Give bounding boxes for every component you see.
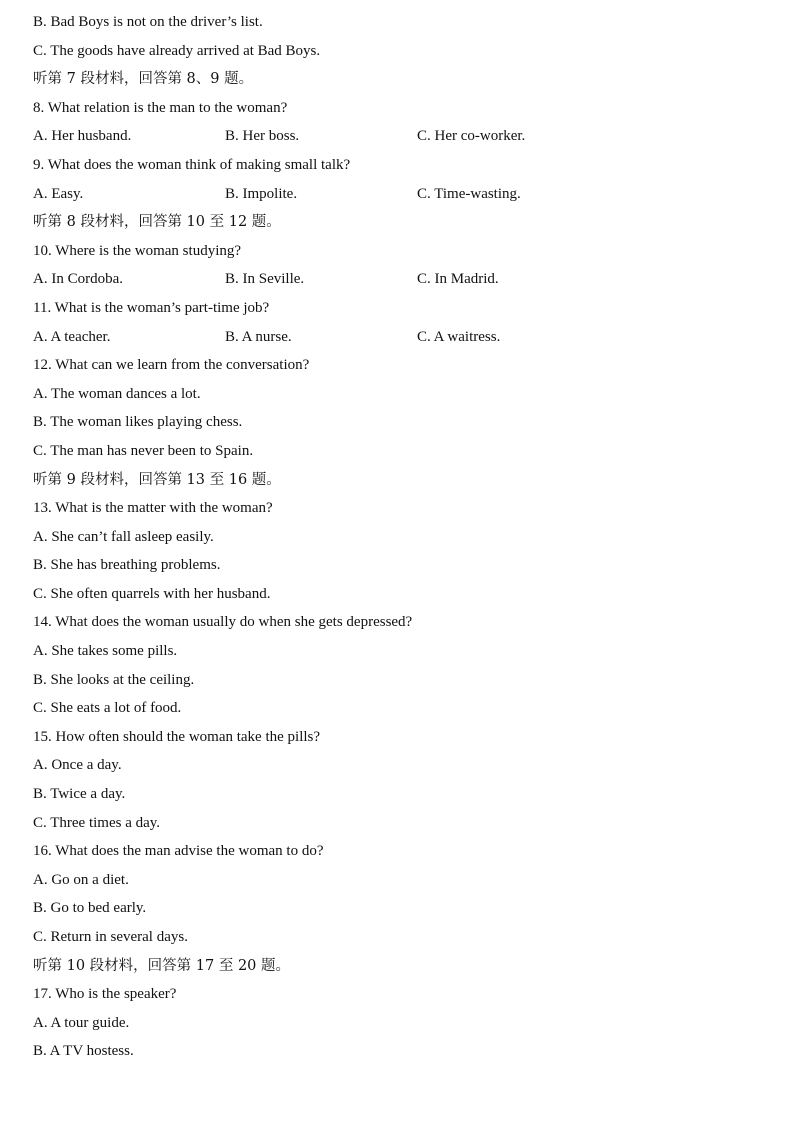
document-page [33,8,773,1066]
question-text: 11. What is the woman’s part-time job? [33,299,270,316]
question-text: 17. Who is the speaker? [33,986,177,1003]
answer-option-b: B. In Seville. [225,271,305,288]
answer-options-row [33,265,773,294]
answer-option: B. Bad Boys is not on the driver’s list. [33,14,263,30]
answer-option: C. Return in several days. [33,929,188,945]
answer-option-b: B. A nurse. [225,328,292,345]
question-text: 12. What can we learn from the conversation? [33,357,310,374]
answer-option: C. She eats a lot of food. [33,700,182,717]
question-text: 14. What does the woman usually do when she gets depressed? [33,614,413,631]
question-text: 16. What does the man advise the woman to do? [33,843,324,860]
answer-option-b: B. Impolite. [225,185,298,202]
answer-option-c: C. In Madrid. [417,271,499,288]
answer-option-a: A. Easy. [33,185,84,202]
question-text: 9. What does the woman think of making small talk? [33,156,351,173]
answer-option: B. A TV hostess. [33,1043,134,1060]
question-text: 13. What is the matter with the woman? [33,500,273,517]
answer-option: A. A tour guide. [33,1014,130,1031]
section-instruction: 听第 7 段材料，回答第 8、9 题。 [33,71,254,88]
question-text: 8. What relation is the man to the woman? [33,99,288,116]
section-instruction: 听第 8 段材料，回答第 10 至 12 题。 [33,214,281,231]
answer-option-c: C. A waitress. [417,328,501,345]
answer-option: A. The woman dances a lot. [33,385,201,402]
answer-option: A. Once a day. [33,757,122,774]
answer-options-row [33,180,773,209]
answer-option: B. Twice a day. [33,786,126,803]
question-text: 10. Where is the woman studying? [33,242,242,259]
answer-option-c: C. Her co-worker. [417,128,526,145]
answer-option: B. The woman likes playing chess. [33,414,243,431]
answer-option: C. The man has never been to Spain. [33,442,254,459]
question-list [33,8,773,1066]
answer-option: A. She takes some pills. [33,643,178,660]
answer-option: B. Go to bed early. [33,900,147,917]
section-instruction: 听第 9 段材料，回答第 13 至 16 题。 [33,471,281,488]
answer-option-a: A. Her husband. [33,128,132,145]
question-text: 15. How often should the woman take the pills? [33,728,321,745]
answer-option-c: C. Time-wasting. [417,185,521,202]
answer-option: B. She looks at the ceiling. [33,671,195,688]
answer-option-a: A. In Cordoba. [33,271,123,288]
answer-option-b: B. Her boss. [225,128,300,145]
answer-option: B. She has breathing problems. [33,557,221,574]
answer-option-a: A. A teacher. [33,328,111,345]
answer-option: C. Three times a day. [33,814,161,831]
answer-option: C. She often quarrels with her husband. [33,585,271,602]
answer-options-row [33,323,773,352]
answer-option: A. She can’t fall asleep easily. [33,528,214,545]
answer-option: C. The goods have already arrived at Bad Boys. [33,42,321,59]
section-instruction: 听第 10 段材料，回答第 17 至 20 题。 [33,957,291,974]
answer-options-row [33,122,773,151]
answer-option: A. Go on a diet. [33,871,129,888]
